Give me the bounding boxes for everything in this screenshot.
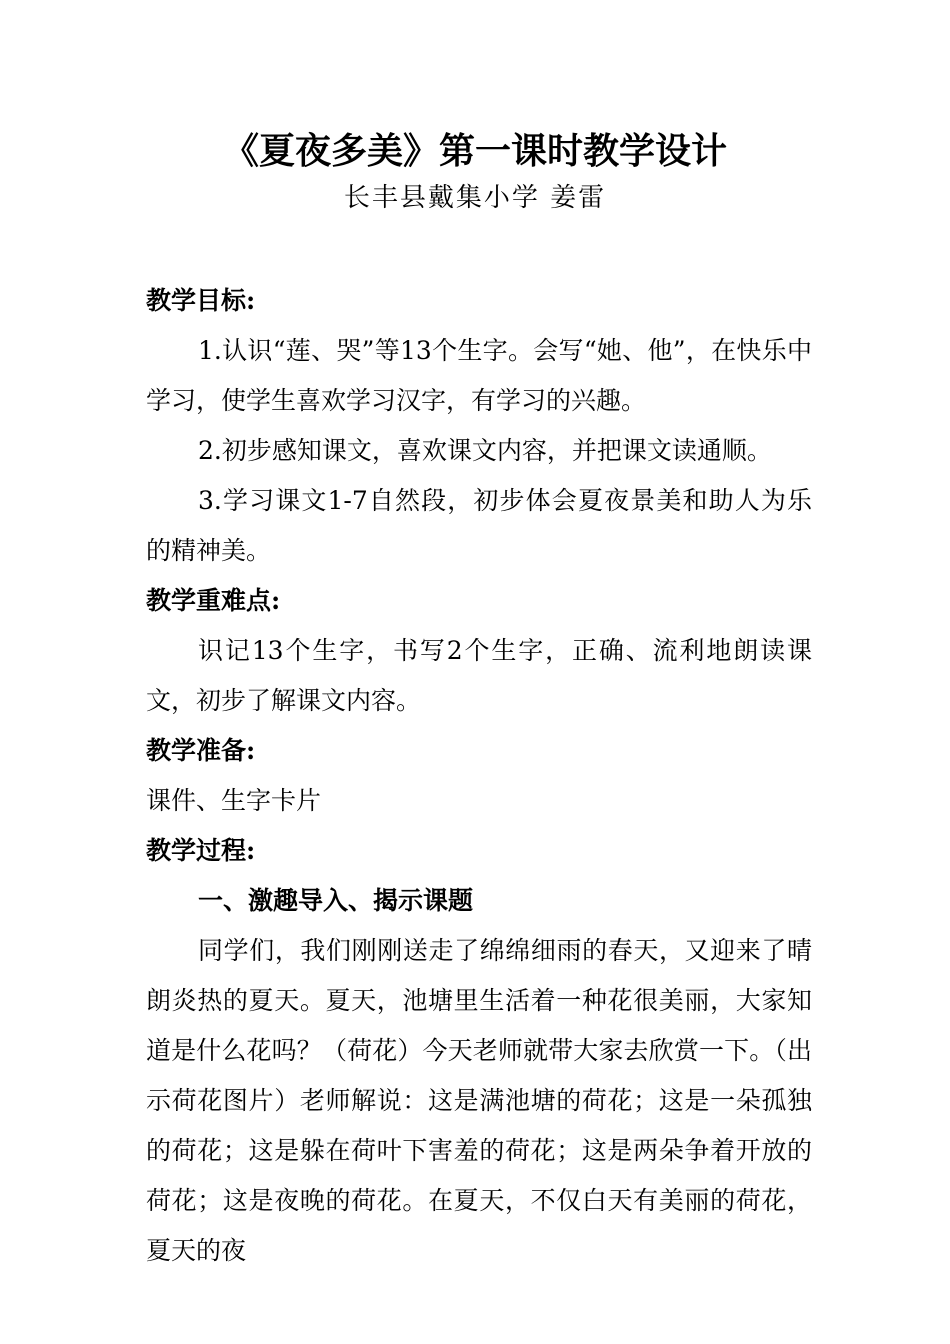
- goals-heading: 教学目标:: [146, 286, 256, 315]
- key-points-text: 识记13个生字，书写2个生字，正确、流利地朗读课文，初步了解课文内容。: [146, 636, 812, 715]
- preparation-text: 课件、生字卡片: [146, 786, 322, 815]
- goal-item-3: 3.学习课文1-7自然段，初步体会夏夜景美和助人为乐的精神美。: [146, 486, 812, 565]
- process-step1-heading: 一、激趣导入、揭示课题: [198, 886, 474, 915]
- key-points-heading: 教学重难点:: [146, 586, 281, 615]
- process-step1-text: 同学们，我们刚刚送走了绵绵细雨的春天，又迎来了晴朗炎热的夏天。夏天，池塘里生活着一种花很美丽，大家知道是什么花吗？（荷花）今天老师就带大家去欣赏一下。（出示荷花图片）老师解说：这是满池塘的荷花；这是一朵孤独的荷花；这是躲在荷叶下害羞的荷花；这是两朵争着开放的荷花；这是夜晚的荷花。在夏天，不仅白天有美丽的荷花，夏天的夜: [146, 936, 812, 1265]
- goal-item-1: 1.认识“莲、哭”等13个生字。会写“她、他”，在快乐中学习，使学生喜欢学习汉字，有学习的兴趣。: [146, 336, 812, 415]
- document-body: [146, 276, 812, 1276]
- preparation-heading: 教学准备:: [146, 736, 256, 765]
- process-heading: 教学过程:: [146, 836, 256, 865]
- goal-item-2: 2.初步感知课文，喜欢课文内容，并把课文读通顺。: [198, 436, 772, 465]
- author-line: 长丰县戴集小学 姜雷: [343, 183, 607, 213]
- document-title: 《夏夜多美》第一课时教学设计: [222, 130, 727, 172]
